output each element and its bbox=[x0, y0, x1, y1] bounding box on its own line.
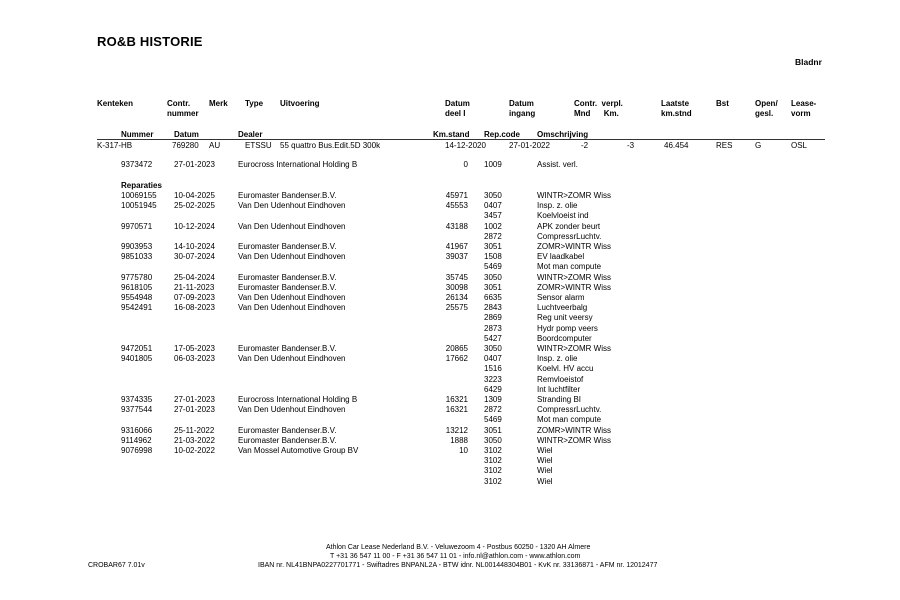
repair-dealer: Van Den Udenhout Eindhoven bbox=[238, 221, 346, 231]
repair-datum: 21-11-2023 bbox=[174, 282, 215, 292]
header-datum-deel: Datum deel I bbox=[445, 99, 470, 118]
repair-datum: 25-04-2024 bbox=[174, 272, 215, 282]
vehicle-km: -3 bbox=[627, 141, 635, 150]
page-title: RO&B HISTORIE bbox=[97, 34, 203, 49]
vehicle-bst: RES bbox=[716, 141, 733, 150]
assist-datum: 27-01-2023 bbox=[174, 160, 215, 169]
repair-omschrijving: CompressrLuchtv. bbox=[537, 405, 602, 415]
repair-nummer: 9377544 bbox=[121, 405, 153, 415]
header-kenteken: Kenteken bbox=[97, 99, 134, 108]
repair-omschrijving: WINTR>ZOMR Wiss bbox=[537, 272, 611, 282]
repair-km: 20865 bbox=[445, 344, 468, 353]
repair-km: 10 bbox=[459, 446, 468, 455]
repair-km: 16321 bbox=[445, 405, 468, 415]
repair-omschrijving: Koelvl. HV accu bbox=[537, 364, 594, 374]
repair-code: 2872 bbox=[484, 231, 502, 241]
repair-datum: 30-07-2024 bbox=[174, 252, 215, 262]
repair-code: 3050 bbox=[484, 435, 502, 445]
header-laatste-km: Laatste km.stnd bbox=[661, 99, 692, 118]
repair-nummer: 10051945 bbox=[121, 201, 157, 211]
assist-km: 0 bbox=[463, 160, 468, 169]
repair-omschrijving: ZOMR>WINTR Wiss bbox=[537, 425, 611, 435]
repair-dealer: Van Den Udenhout Eindhoven bbox=[238, 303, 346, 313]
repair-nummer: 9472051 bbox=[121, 344, 153, 353]
repair-code: 2869 bbox=[484, 313, 502, 323]
repair-code: 3102 bbox=[484, 456, 502, 466]
repair-code: 1508 bbox=[484, 252, 502, 262]
repair-code: 2872 bbox=[484, 405, 502, 415]
repair-nummer: 9374335 bbox=[121, 395, 153, 404]
repair-omschrijving: CompressrLuchtv. bbox=[537, 231, 602, 241]
repair-datum: 25-02-2025 bbox=[174, 201, 215, 211]
repair-datum: 10-12-2024 bbox=[174, 221, 215, 231]
header-nummer: Nummer bbox=[121, 130, 154, 139]
vehicle-contract: 769280 bbox=[172, 141, 199, 150]
header-type: Type bbox=[245, 99, 264, 108]
vehicle-uitvoering: 55 quattro Bus.Edit.5D 300k bbox=[280, 141, 381, 150]
repair-code: 2873 bbox=[484, 323, 502, 333]
repair-omschrijving: Sensor alarm bbox=[537, 293, 585, 302]
repair-dealer: Van Den Udenhout Eindhoven bbox=[238, 201, 346, 211]
repair-omschrijving: Boordcomputer bbox=[537, 333, 592, 343]
repair-dealer: Van Mossel Automotive Group BV bbox=[238, 446, 359, 455]
header-divider bbox=[97, 139, 825, 140]
repair-omschrijving: Mot man compute bbox=[537, 262, 602, 272]
repair-km: 39037 bbox=[445, 252, 468, 262]
repair-datum: 27-01-2023 bbox=[174, 395, 215, 404]
repair-nummer: 9554948 bbox=[121, 293, 153, 302]
repair-nummer: 9076998 bbox=[121, 446, 153, 455]
repair-km: 17662 bbox=[445, 354, 468, 364]
repair-dealer: Eurocross International Holding B bbox=[238, 395, 358, 404]
header-km-stand: Km.stand bbox=[433, 130, 470, 139]
page-number-label: Bladnr bbox=[795, 57, 822, 67]
repair-code: 1002 bbox=[484, 221, 502, 231]
header-datum-ingang: Datum ingang bbox=[509, 99, 536, 118]
repair-code: 3051 bbox=[484, 282, 502, 292]
vehicle-lease-vorm: OSL bbox=[791, 141, 808, 150]
repair-code: 5469 bbox=[484, 415, 502, 425]
repair-omschrijving: Mot man compute bbox=[537, 415, 602, 425]
header-datum: Datum bbox=[174, 130, 199, 139]
repair-km: 16321 bbox=[445, 395, 468, 404]
repair-nummer: 9401805 bbox=[121, 354, 153, 364]
vehicle-mnd: -2 bbox=[581, 141, 589, 150]
repair-omschrijving: ZOMR>WINTR Wiss bbox=[537, 242, 611, 251]
repair-code: 3102 bbox=[484, 446, 502, 455]
repair-omschrijving: EV laadkabel bbox=[537, 252, 585, 262]
repair-km: 30098 bbox=[445, 282, 468, 292]
repair-dealer: Van Den Udenhout Eindhoven bbox=[238, 293, 346, 302]
repairs-section-label: Reparaties bbox=[121, 181, 162, 190]
document-version: CROBAR67 7.01v bbox=[88, 562, 145, 569]
repair-km: 1888 bbox=[450, 435, 468, 445]
header-lease-vorm: Lease- vorm bbox=[791, 99, 817, 118]
repair-code: 3051 bbox=[484, 425, 502, 435]
repair-nummer: 9851033 bbox=[121, 252, 153, 262]
repair-dealer: Van Den Udenhout Eindhoven bbox=[238, 252, 346, 262]
assist-dealer: Eurocross International Holding B bbox=[238, 160, 358, 169]
repair-code: 1309 bbox=[484, 395, 502, 404]
repair-km: 45971 bbox=[445, 191, 468, 200]
assist-code: 1009 bbox=[484, 160, 502, 169]
repair-omschrijving: Koelvloeist ind bbox=[537, 211, 589, 221]
repair-code: 3051 bbox=[484, 242, 502, 251]
repair-code: 6429 bbox=[484, 384, 502, 394]
repair-km: 43188 bbox=[445, 221, 468, 231]
repair-nummer: 9970571 bbox=[121, 221, 153, 231]
repair-km: 45553 bbox=[445, 201, 468, 211]
repair-omschrijving: WINTR>ZOMR Wiss bbox=[537, 435, 611, 445]
repair-nummer: 9316066 bbox=[121, 425, 153, 435]
repair-dealer: Euromaster Bandenser.B.V. bbox=[238, 272, 337, 282]
repair-omschrijving: Wiel bbox=[537, 476, 553, 486]
repair-omschrijving: Int luchtfilter bbox=[537, 384, 581, 394]
vehicle-type: ETSSU bbox=[245, 141, 272, 150]
repair-nummer: 9542491 bbox=[121, 303, 153, 313]
repair-nummer: 9618105 bbox=[121, 282, 153, 292]
footer-contact: T +31 36 547 11 00 - F +31 36 547 11 01 - info.nl@athlon.com - www.athlon.com bbox=[330, 553, 581, 560]
repair-datum: 07-09-2023 bbox=[174, 293, 215, 302]
repair-dealer: Van Den Udenhout Eindhoven bbox=[238, 405, 346, 415]
repair-code: 3050 bbox=[484, 191, 502, 200]
repair-omschrijving: Luchtveerbalg bbox=[537, 303, 588, 313]
repair-code: 2843 bbox=[484, 303, 502, 313]
repair-omschrijving: Hydr pomp veers bbox=[537, 323, 598, 333]
repair-code: 5427 bbox=[484, 333, 502, 343]
vehicle-open-gesl: G bbox=[755, 141, 762, 150]
repair-code: 3050 bbox=[484, 344, 502, 353]
repair-omschrijving: Insp. z. olie bbox=[537, 354, 578, 364]
vehicle-laatste-km: 46.454 bbox=[664, 141, 689, 150]
header-open-gesl: Open/ gesl. bbox=[755, 99, 778, 118]
repair-omschrijving: Stranding BI bbox=[537, 395, 582, 404]
header-bst: Bst bbox=[716, 99, 729, 108]
repair-datum: 14-10-2024 bbox=[174, 242, 215, 251]
repair-km: 41967 bbox=[445, 242, 468, 251]
repair-km: 25575 bbox=[445, 303, 468, 313]
repair-code: 3102 bbox=[484, 476, 502, 486]
repair-code: 0407 bbox=[484, 354, 502, 364]
repair-dealer: Euromaster Bandenser.B.V. bbox=[238, 344, 337, 353]
header-contract-nummer: Contr. nummer bbox=[167, 99, 199, 118]
repair-omschrijving: Wiel bbox=[537, 466, 553, 476]
vehicle-kenteken: K-317-HB bbox=[97, 141, 133, 150]
repair-datum: 21-03-2022 bbox=[174, 435, 215, 445]
repair-code: 1516 bbox=[484, 364, 502, 374]
repair-dealer: Euromaster Bandenser.B.V. bbox=[238, 282, 337, 292]
header-contract-verplichting: Contr. verpl. Mnd Km. bbox=[574, 99, 623, 118]
repair-omschrijving: ZOMR>WINTR Wiss bbox=[537, 282, 611, 292]
repair-dealer: Euromaster Bandenser.B.V. bbox=[238, 191, 337, 200]
repair-dealer: Van Den Udenhout Eindhoven bbox=[238, 354, 346, 364]
vehicle-merk: AU bbox=[209, 141, 221, 150]
assist-nummer: 9373472 bbox=[121, 160, 153, 169]
repair-nummer: 9903953 bbox=[121, 242, 153, 251]
repair-datum: 25-11-2022 bbox=[174, 425, 215, 435]
repair-omschrijving: APK zonder beurt bbox=[537, 221, 601, 231]
header-uitvoering: Uitvoering bbox=[280, 99, 320, 108]
assist-omschrijving: Assist. verl. bbox=[537, 160, 578, 169]
repair-omschrijving: WINTR>ZOMR Wiss bbox=[537, 344, 611, 353]
repair-nummer: 9114962 bbox=[121, 435, 152, 445]
header-dealer: Dealer bbox=[238, 130, 263, 139]
header-rep-code: Rep.code bbox=[484, 130, 521, 139]
repair-datum: 27-01-2023 bbox=[174, 405, 215, 415]
repair-code: 3050 bbox=[484, 272, 502, 282]
repair-km: 13212 bbox=[445, 425, 468, 435]
repair-nummer: 9775780 bbox=[121, 272, 153, 282]
repair-km: 35745 bbox=[445, 272, 468, 282]
repair-code: 3457 bbox=[484, 211, 502, 221]
repair-omschrijving: Insp. z. olie bbox=[537, 201, 578, 211]
repair-code: 5469 bbox=[484, 262, 502, 272]
repair-datum: 06-03-2023 bbox=[174, 354, 215, 364]
header-omschrijving: Omschrijving bbox=[537, 130, 589, 139]
header-merk: Merk bbox=[209, 99, 228, 108]
repair-km: 26134 bbox=[445, 293, 468, 302]
repair-omschrijving: WINTR>ZOMR Wiss bbox=[537, 191, 611, 200]
repair-code: 6635 bbox=[484, 293, 502, 302]
repair-code: 3102 bbox=[484, 466, 502, 476]
vehicle-datum-ingang: 27-01-2022 bbox=[509, 141, 550, 150]
repair-nummer: 10069155 bbox=[121, 191, 157, 200]
vehicle-datum-deel: 14-12-2020 bbox=[445, 141, 486, 150]
repair-datum: 16-08-2023 bbox=[174, 303, 215, 313]
footer-company-address: Athlon Car Lease Nederland B.V. - Veluwezoom 4 - Postbus 60250 - 1320 AH Almere bbox=[326, 544, 591, 551]
repair-dealer: Euromaster Bandenser.B.V. bbox=[238, 435, 337, 445]
footer-bank-details: IBAN nr. NL41BNPA0227701771 - Swiftadres BNPANL2A - BTW idnr. NL001448304B01 - KvK nr. 33136871 - AFM nr. 12012477 bbox=[258, 562, 658, 569]
repair-code: 0407 bbox=[484, 201, 502, 211]
repair-dealer: Euromaster Bandenser.B.V. bbox=[238, 425, 337, 435]
repair-omschrijving: Remvloeistof bbox=[537, 374, 584, 384]
repair-datum: 10-04-2025 bbox=[174, 191, 215, 200]
repair-omschrijving: Wiel bbox=[537, 456, 553, 466]
repair-omschrijving: Reg unit veersy bbox=[537, 313, 593, 323]
repair-datum: 17-05-2023 bbox=[174, 344, 215, 353]
repair-datum: 10-02-2022 bbox=[174, 446, 215, 455]
repair-code: 3223 bbox=[484, 374, 502, 384]
repair-omschrijving: Wiel bbox=[537, 446, 553, 455]
repair-dealer: Euromaster Bandenser.B.V. bbox=[238, 242, 337, 251]
